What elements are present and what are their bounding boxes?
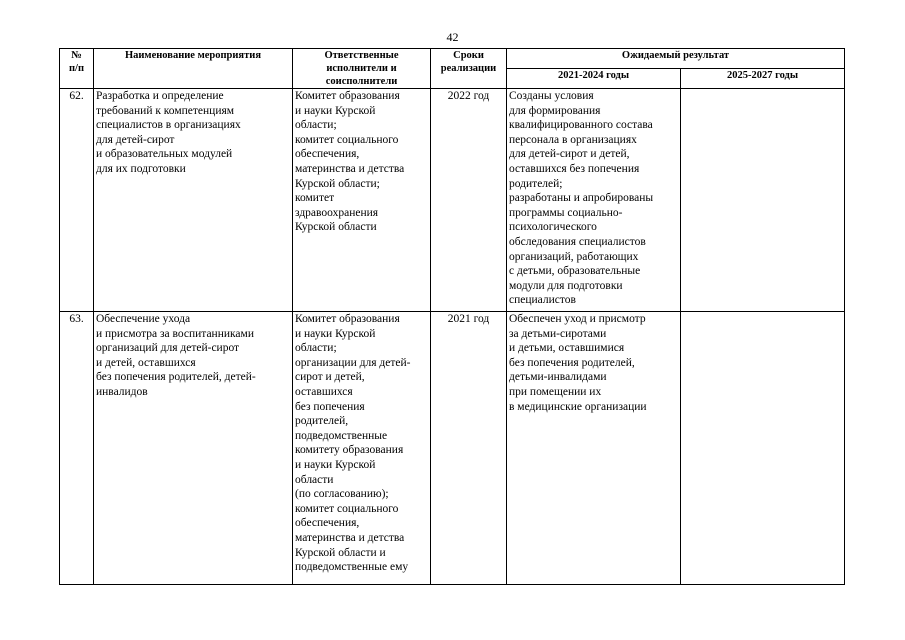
cell-line: программы социально-	[509, 206, 623, 219]
header-line: №	[71, 50, 82, 61]
cell-line: и науки Курской	[295, 458, 376, 471]
cell-line: Обеспечение ухода	[96, 313, 191, 325]
header-line: Ответственные	[324, 50, 399, 61]
cell-line: специалистов в организациях	[96, 119, 241, 132]
cell-line: детьми-инвалидами	[509, 371, 607, 384]
result-2021-2024	[507, 89, 681, 312]
table-row	[60, 89, 845, 312]
cell-line: требований к компетенциям	[96, 104, 235, 117]
cell-line: комитету образования	[295, 444, 404, 457]
cell-line: без попечения родителей,	[509, 356, 635, 369]
cell-line: квалифицированного состава	[509, 119, 653, 132]
header-line: Сроки	[453, 50, 484, 61]
cell-line: области;	[295, 119, 337, 132]
measures-table	[59, 48, 845, 585]
header-period-2021-2024: 2021-2024 годы	[507, 69, 681, 89]
cell-line: и детьми, оставшимися	[509, 342, 625, 355]
cell-line: обеспечения,	[295, 148, 360, 161]
cell-line: материнства и детства	[295, 531, 405, 544]
cell-line: психологического	[509, 221, 597, 234]
cell-line: Курской области	[295, 221, 377, 234]
responsible-parties	[293, 89, 431, 312]
cell-line: персонала в организациях	[509, 133, 637, 146]
result-2021-2024	[507, 312, 681, 585]
cell-line: Комитет образования	[295, 90, 400, 102]
cell-line: и присмотра за воспитанниками	[96, 327, 254, 340]
header-line: реализации	[440, 63, 497, 74]
result-2025-2027	[681, 89, 845, 312]
cell-line: области	[295, 473, 334, 486]
cell-line: организации для детей-	[295, 356, 411, 369]
cell-line: для детей-сирот и детей,	[509, 148, 630, 161]
cell-line: здравоохранения	[295, 206, 379, 219]
header-expected-result: Ожидаемый результат	[507, 49, 845, 69]
header-responsible	[293, 49, 431, 89]
cell-line: Комитет образования	[295, 313, 400, 325]
header-num	[60, 49, 94, 89]
cell-line: материнства и детства	[295, 162, 405, 175]
header-row	[60, 49, 845, 69]
cell-line: Обеспечен уход и присмотр	[509, 313, 646, 325]
cell-line: специалистов	[509, 294, 576, 307]
cell-line: для формирования	[509, 104, 601, 117]
cell-line: сирот и детей,	[295, 371, 365, 384]
table-row	[60, 312, 845, 585]
cell-line: при помещении их	[509, 385, 602, 398]
cell-line: и науки Курской	[295, 327, 376, 340]
cell-line: родителей;	[509, 177, 563, 190]
cell-line: подведомственные	[295, 429, 388, 442]
cell-line: инвалидов	[96, 385, 148, 398]
cell-line: комитет социального	[295, 133, 399, 146]
table-body	[60, 89, 845, 585]
cell-line: с детьми, образовательные	[509, 265, 641, 278]
action-name	[94, 312, 293, 585]
cell-line: за детьми-сиротами	[509, 327, 607, 340]
cell-line: организаций для детей-сирот	[96, 342, 240, 355]
implementation-term: 2021 год	[431, 312, 507, 585]
cell-line: области;	[295, 342, 337, 355]
cell-line: без попечения родителей, детей-	[96, 371, 256, 384]
header-line: соисполнители	[325, 76, 398, 87]
header-term	[431, 49, 507, 89]
cell-line: в медицинские организации	[509, 400, 647, 413]
cell-line: подведомственные ему	[295, 561, 409, 574]
responsible-parties	[293, 312, 431, 585]
cell-line: оставшихся	[295, 385, 353, 398]
cell-line: родителей,	[295, 415, 349, 428]
header-action: Наименование мероприятия	[94, 49, 293, 89]
cell-line: модули для подготовки	[509, 279, 623, 292]
cell-line: Созданы условия	[509, 90, 594, 102]
cell-line: для их подготовки	[96, 162, 186, 175]
header-period-2025-2027: 2025-2027 годы	[681, 69, 845, 89]
action-name	[94, 89, 293, 312]
cell-line: комитет	[295, 192, 335, 205]
cell-line: Курской области и	[295, 546, 386, 559]
cell-line: комитет социального	[295, 502, 399, 515]
cell-line: разработаны и апробированы	[509, 192, 654, 205]
cell-line: оставшихся без попечения	[509, 162, 640, 175]
cell-line: организаций, работающих	[509, 250, 639, 263]
cell-line: (по согласованию);	[295, 488, 389, 501]
cell-line: обеспечения,	[295, 517, 360, 530]
cell-line: и образовательных модулей	[96, 148, 233, 161]
result-2025-2027	[681, 312, 845, 585]
header-line: исполнители и	[326, 63, 397, 74]
cell-line: Разработка и определение	[96, 90, 224, 102]
cell-line: и детей, оставшихся	[96, 356, 196, 369]
row-number: 63.	[60, 312, 94, 585]
cell-line: для детей-сирот	[96, 133, 175, 146]
row-number: 62.	[60, 89, 94, 312]
cell-line: без попечения	[295, 400, 365, 413]
cell-line: Курской области;	[295, 177, 380, 190]
cell-line: обследования специалистов	[509, 235, 646, 248]
page-number: 42	[446, 30, 459, 44]
header-line: п/п	[68, 63, 85, 74]
cell-line: и науки Курской	[295, 104, 376, 117]
implementation-term: 2022 год	[431, 89, 507, 312]
